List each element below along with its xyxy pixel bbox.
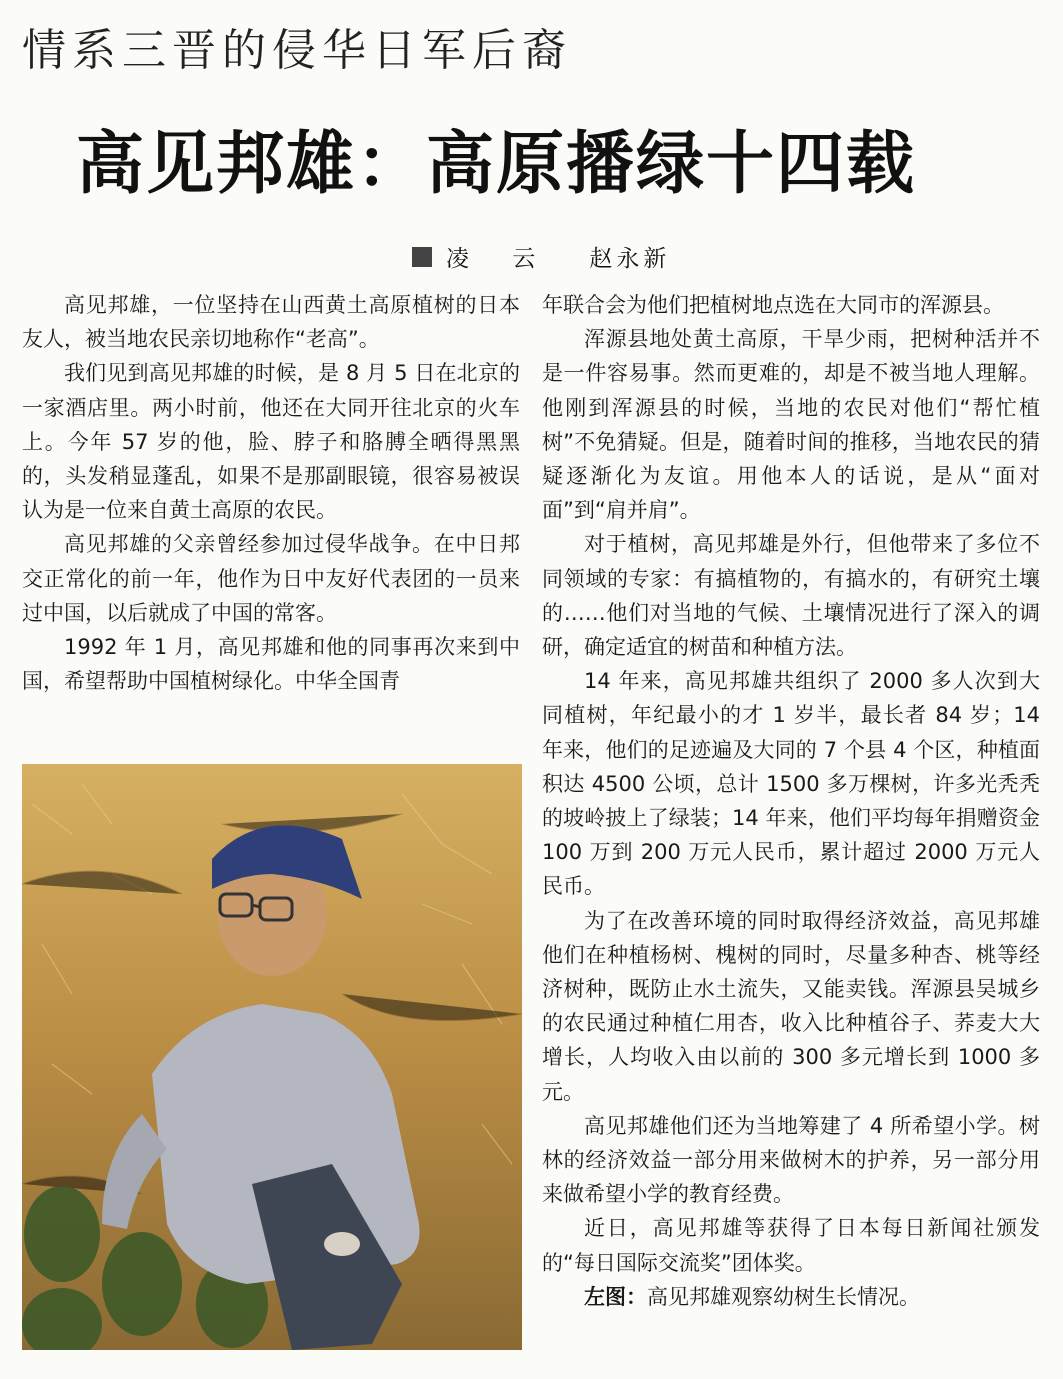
- article-photo: [22, 764, 522, 1350]
- paragraph: 高见邦雄的父亲曾经参加过侵华战争。在中日邦交正常化的前一年，他作为日中友好代表团的一员来过中国，以后就成了中国的常客。: [22, 532, 520, 625]
- kicker: 情系三晋的侵华日军后裔: [22, 25, 572, 76]
- paragraph: 年联合会为他们把植树地点选在大同市的浑源县。: [542, 293, 1004, 317]
- paragraph: 14 年来，高见邦雄共组织了 2000 多人次到大同植树，年纪最小的才 1 岁半，最长者 84 岁；14 年来，他们的足迹遍及大同的 7 个县 4 个区，种植面积达 4500 公顷，总计 1500 多万棵树，许多光秃秃的坡岭披上了绿装；14 年来，他们平均每年捐赠资金 100 万到 200 万元人民币，累计超过 2000 万元人民币。: [542, 669, 1040, 899]
- author-2: 赵永新: [589, 246, 671, 272]
- paragraph: 高见邦雄他们还为当地筹建了 4 所希望小学。树林的经济效益一部分用来做树木的护养，另一部分用来做希望小学的教育经费。: [542, 1113, 1040, 1207]
- byline: [412, 240, 670, 273]
- paragraph: 浑源县地处黄土高原，干旱少雨，把树种活并不是一件容易事。然而更难的，却是不被当地人理解。他刚到浑源县的时候，当地的农民对他们“帮忙植树”不免猜疑。但是，随着时间的推移，当地农民的猜疑逐渐化为友谊。用他本人的话说，是从“面对面”到“肩并肩”。: [542, 327, 1040, 523]
- column-a: [22, 288, 520, 698]
- column-b: [542, 288, 1040, 1314]
- photo-illustration: [22, 764, 522, 1350]
- paragraph: 对于植树，高见邦雄是外行，但他带来了多位不同领域的专家：有搞植物的，有搞水的，有研究土壤的……他们对当地的气候、土壤情况进行了深入的调研，确定适宜的树苗和种植方法。: [542, 532, 1040, 660]
- paragraph: 为了在改善环境的同时取得经济效益，高见邦雄他们在种植杨树、槐树的同时，尽量多种杏、桃等经济树种，既防止水土流失，又能卖钱。浑源县吴城乡的农民通过种植仁用杏，收入比种植谷子、荞麦大大增长，人均收入由以前的 300 多元增长到 1000 多元。: [542, 908, 1040, 1104]
- byline-square-icon: [412, 247, 432, 267]
- paragraph: 高见邦雄，一位坚持在山西黄土高原植树的日本友人，被当地农民亲切地称作“老高”。: [22, 293, 520, 352]
- caption-text: 高见邦雄观察幼树生长情况。: [647, 1284, 920, 1309]
- author-1: 凌 云: [446, 246, 554, 272]
- caption-label: 左图：: [584, 1284, 647, 1309]
- paragraph: 近日，高见邦雄等获得了日本每日新闻社颁发的“每日国际交流奖”团体奖。: [542, 1216, 1040, 1275]
- paragraph: 我们见到高见邦雄的时候，是 8 月 5 日在北京的一家酒店里。两小时前，他还在大同开往北京的火车上。今年 57 岁的他，脸、脖子和胳膊全晒得黑黑的，头发稍显蓬乱，如果不是那副眼镜，很容易被误认为是一位来自黄土高原的农民。: [22, 361, 520, 523]
- photo-caption: [542, 1280, 1040, 1314]
- paragraph: 1992 年 1 月，高见邦雄和他的同事再次来到中国，希望帮助中国植树绿化。中华全国青: [22, 635, 520, 694]
- headline: 高见邦雄：高原播绿十四载: [76, 124, 917, 204]
